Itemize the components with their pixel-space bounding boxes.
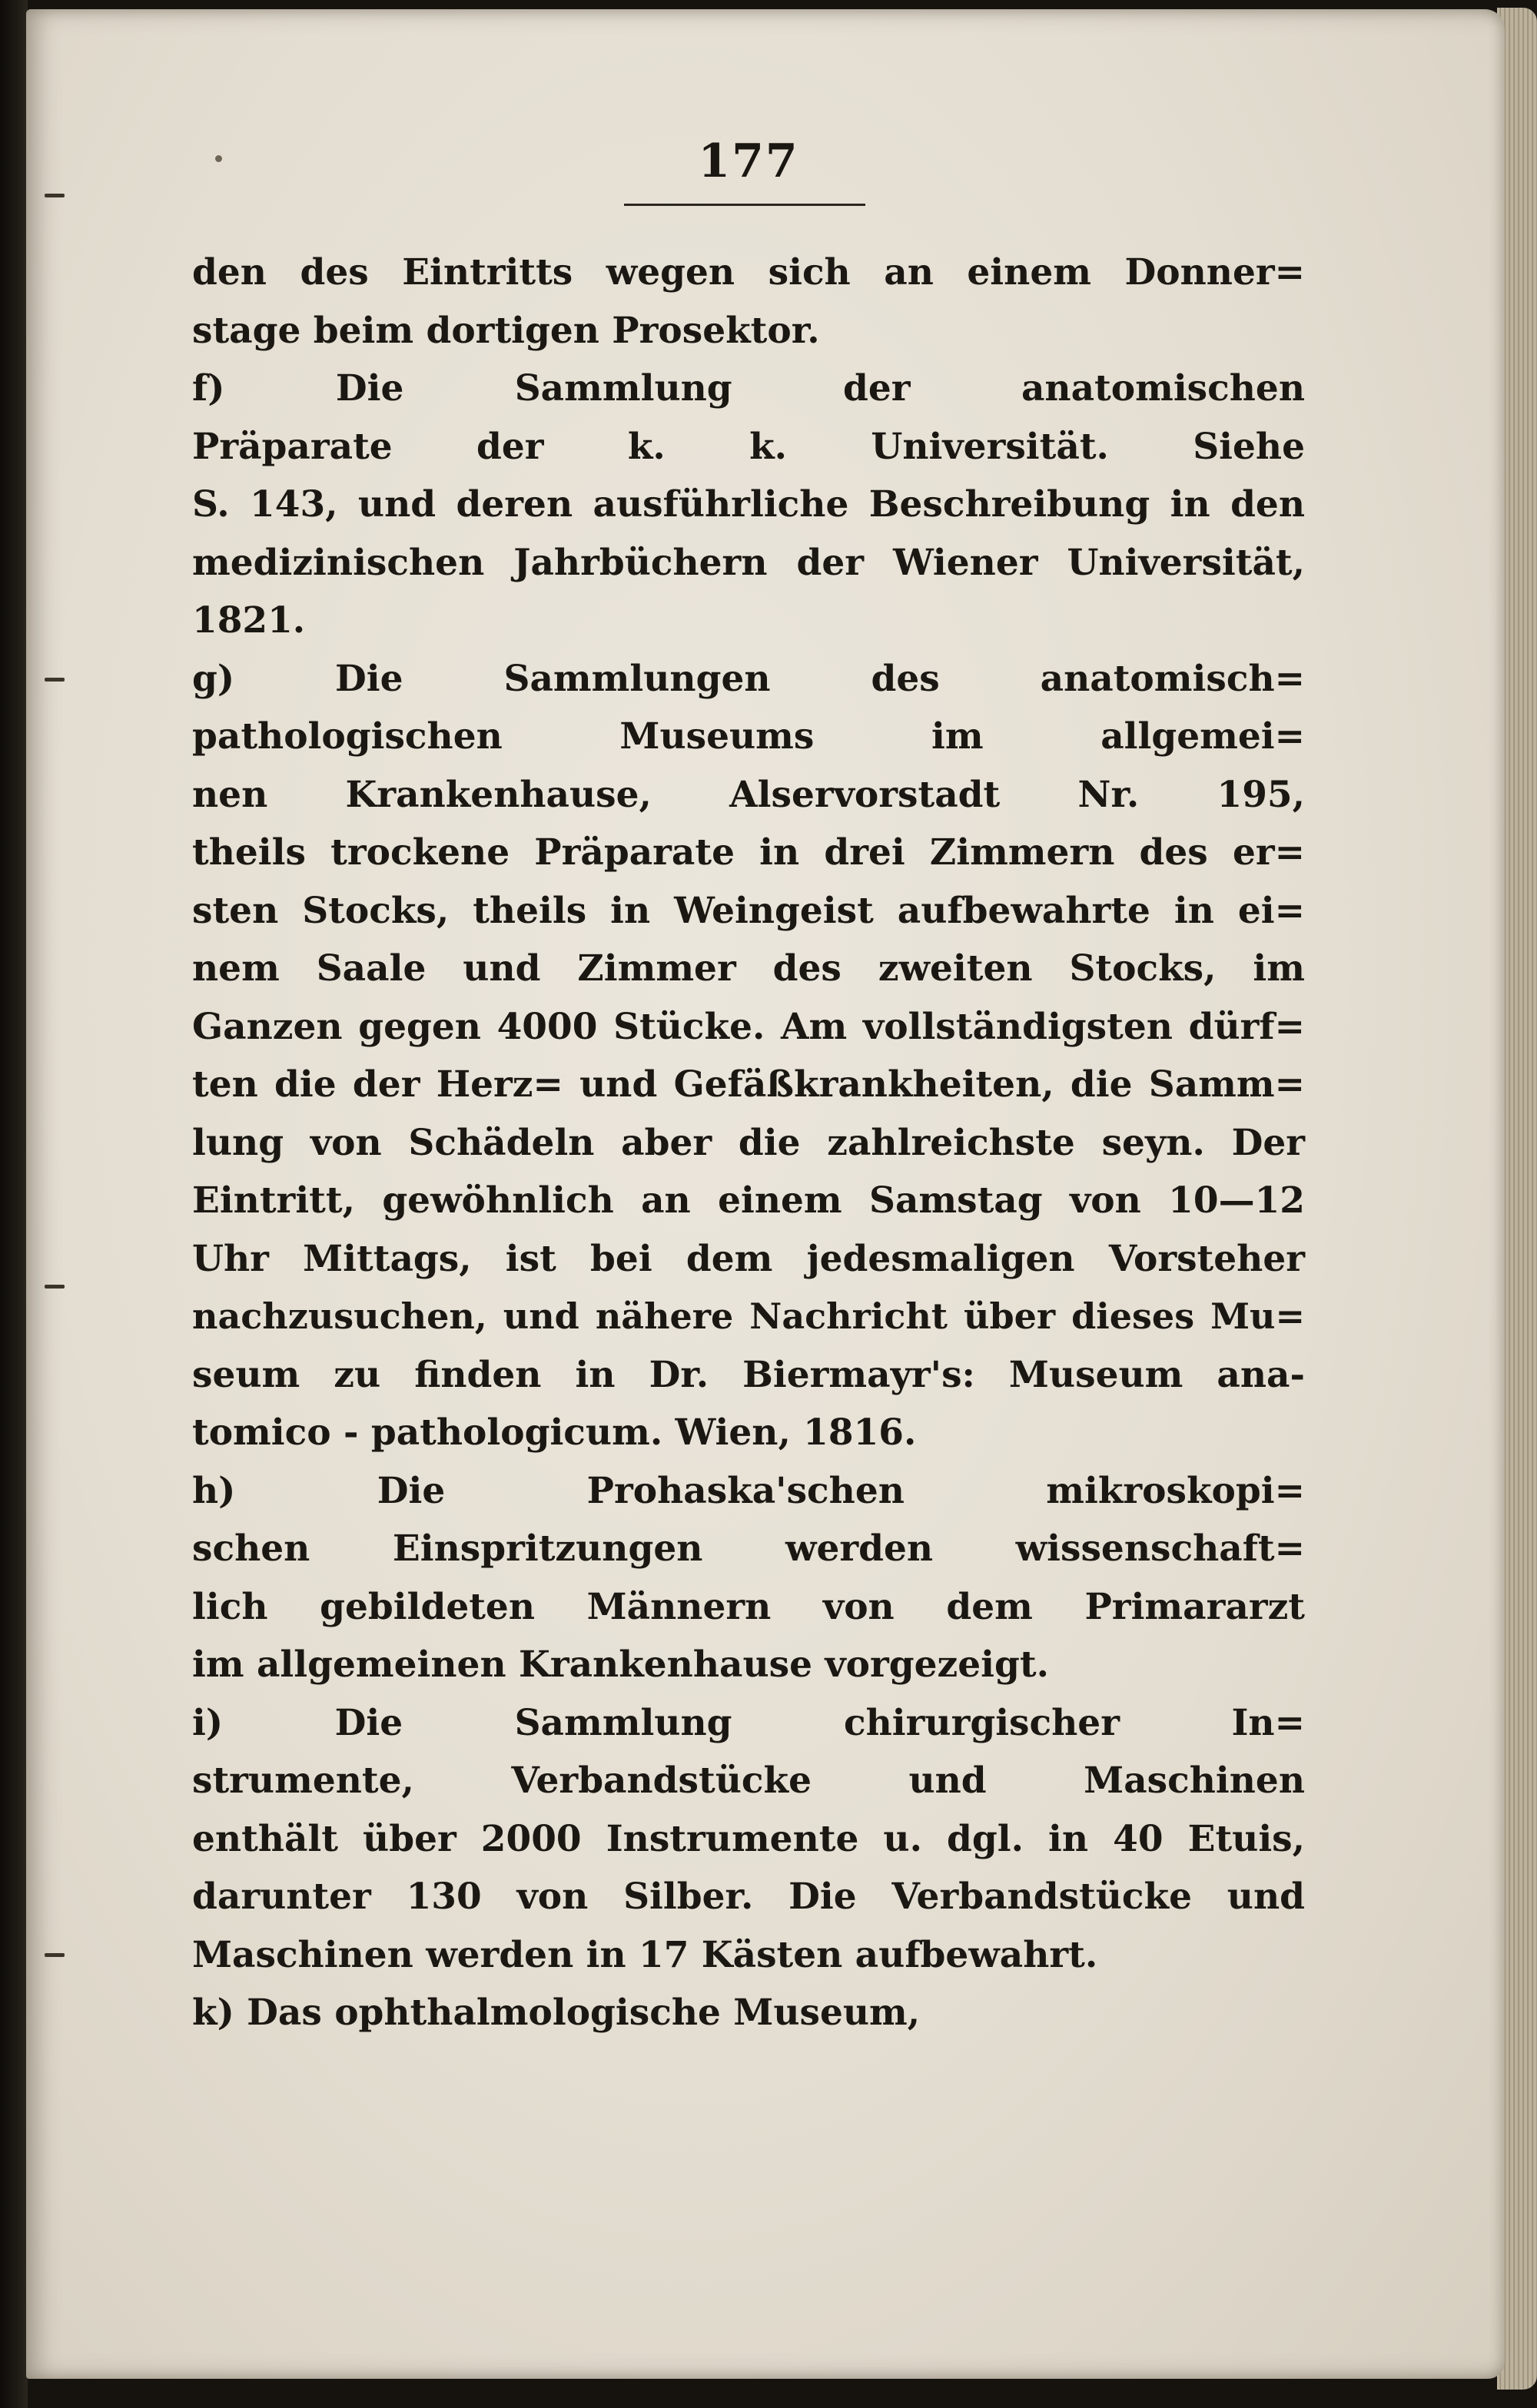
text-line: Eintritt, gewöhnlich an einem Samstag von 10—12 (192, 1179, 1305, 1222)
text-line: strumente, Verbandstücke und Maschinen (192, 1760, 1305, 1802)
text-line: theils trockene Präparate in drei Zimmern des er= (192, 831, 1305, 874)
text-line: enthält über 2000 Instrumente u. dgl. in 40 Etuis, (192, 1817, 1305, 1860)
text-line: im allgemeinen Krankenhause vorgezeigt. (192, 1643, 1049, 1686)
text-line: Ganzen gegen 4000 Stücke. Am vollständigsten dürf= (192, 1005, 1305, 1048)
text-line: ten die der Herz= und Gefäßkrankheiten, die Samm= (192, 1063, 1305, 1106)
page-number: 177 (698, 134, 799, 188)
text-line: den des Eintritts wegen sich an einem Donner= (192, 251, 1305, 294)
text-line: lung von Schädeln aber die zahlreichste seyn. Der (192, 1121, 1305, 1164)
text-line: Präparate der k. k. Universität. Siehe (192, 425, 1305, 468)
text-line: stage beim dortigen Prosektor. (192, 309, 820, 352)
text-line: seum zu finden in Dr. Biermayr's: Museum ana- (192, 1353, 1305, 1396)
body-text (192, 244, 1305, 2042)
binding-stitch (45, 194, 65, 197)
book-binding (0, 0, 28, 2408)
text-line: tomico - pathologicum. Wien, 1816. (192, 1411, 917, 1454)
text-line: Uhr Mittags, ist bei dem jedesmaligen Vorsteher (192, 1237, 1305, 1280)
book-page (26, 9, 1505, 2379)
binding-stitch (45, 1953, 65, 1957)
binding-stitch (45, 1285, 65, 1289)
text-line: nachzusuchen, und nähere Nachricht über dieses Mu= (192, 1295, 1305, 1337)
text-line: pathologischen Museums im allgemei= (192, 715, 1305, 758)
binding-stitch (45, 678, 65, 682)
text-line: g) Die Sammlungen des anatomisch= (192, 657, 1305, 700)
text-line: Maschinen werden in 17 Kästen aufbewahrt. (192, 1933, 1098, 1976)
header-rule (624, 204, 865, 206)
text-line: nem Saale und Zimmer des zweiten Stocks, im (192, 947, 1305, 990)
text-line: k) Das ophthalmologische Museum, (192, 1992, 921, 2034)
text-line: h) Die Prohaska'schen mikroskopi= (192, 1469, 1305, 1512)
text-line: S. 143, und deren ausführliche Beschreibung in den (192, 483, 1305, 526)
text-line: f) Die Sammlung der anatomischen (192, 367, 1305, 410)
text-line: schen Einspritzungen werden wissenschaft= (192, 1527, 1305, 1570)
text-line: medizinischen Jahrbüchern der Wiener Universität, (192, 541, 1305, 584)
text-line: i) Die Sammlung chirurgischer In= (192, 1701, 1305, 1744)
text-line: darunter 130 von Silber. Die Verbandstücke und (192, 1876, 1305, 1918)
ink-speck (215, 155, 222, 162)
text-line: nen Krankenhause, Alservorstadt Nr. 195, (192, 773, 1305, 816)
text-line: 1821. (192, 599, 306, 642)
text-line: sten Stocks, theils in Weingeist aufbewahrte in ei= (192, 889, 1305, 932)
text-line: lich gebildeten Männern von dem Primararzt (192, 1585, 1305, 1628)
